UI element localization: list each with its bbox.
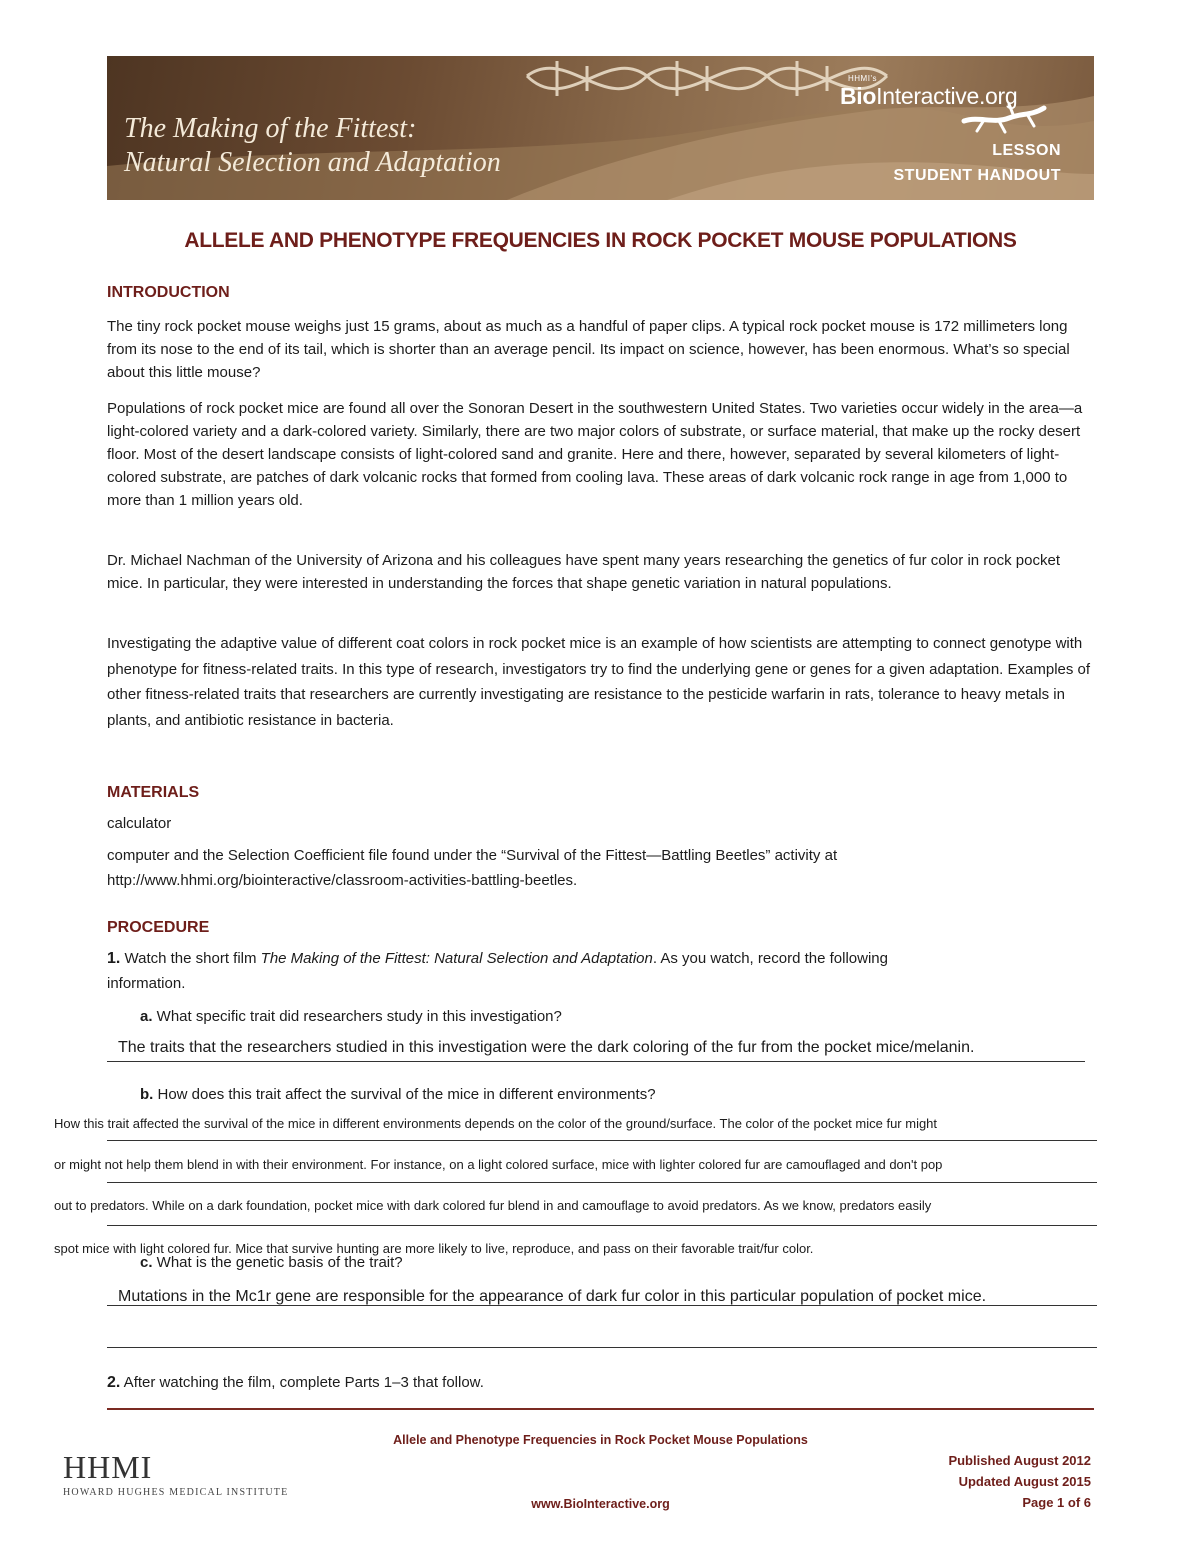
footer-dates [948, 1450, 1091, 1513]
step-1-text-pre: Watch the short film [120, 950, 261, 967]
question-a [140, 1008, 562, 1025]
student-handout-text: STUDENT HANDOUT [893, 167, 1061, 184]
biointeractive-logo [840, 74, 1017, 110]
question-b-label: b. [140, 1086, 154, 1103]
intro-paragraph-4: Investigating the adaptive value of different coat colors in rock pocket mice is an example of how scientists are attempting to connect genotype with phenotype for fitness-related traits. In this type of research, investigators try to find the underlying gene or genes for a given adaptation. Examples of other fitness-related traits that researchers are currently investigating are resistance to the pesticide warfarin in rats, tolerance to heavy metals in plants, and antibiotic resistance in bacteria. [107, 635, 1091, 729]
answer-c-rule-2 [107, 1347, 1097, 1348]
question-b [140, 1086, 656, 1103]
step-1-line2: information. [107, 975, 186, 992]
answer-c-rule-1 [107, 1305, 1097, 1306]
question-b-text: How does this trait affect the survival of the mice in different environments? [153, 1086, 656, 1103]
step-1-text-post: . As you watch, record the following [652, 950, 888, 967]
footer-website-link[interactable]: www.BioInteractive.org [531, 1497, 670, 1511]
lesson-text: LESSON [992, 142, 1061, 159]
step-2-number: 2. [107, 1374, 121, 1391]
banner-title-line2: Natural Selection and Adaptation [124, 147, 501, 178]
question-c-label: c. [140, 1254, 153, 1271]
materials-link[interactable]: http://www.hhmi.org/biointeractive/classroom-activities-battling-beetles. [107, 872, 578, 889]
answer-a-field[interactable]: The traits that the researchers studied in this investigation were the dark coloring of the fur from the pocket mice/melanin. [118, 1039, 975, 1056]
answer-a-rule [107, 1061, 1085, 1062]
footer-page-number: Page 1 of 6 [1022, 1495, 1091, 1510]
intro-paragraph-2: Populations of rock pocket mice are found all over the Sonoran Desert in the southwestern United States. Two varieties occur widely in the area—a light-colored variety and a dark-colored variety. Similarly, there are two major colors of substrate, or surface material, that make up the rocky desert floor. Most of the desert landscape consists of light-colored sand and granite. Here and there, however, separated by several kilometers of light-colored substrate, are patches of dark volcanic rocks that formed from cooling lava. These areas of dark volcanic rock range in age from 1,000 to more than 1 million years old. [107, 400, 1083, 509]
answer-b-line-4[interactable]: spot mice with light colored fur. Mice that survive hunting are more likely to live, reproduce, and pass on their favorable trait/fur color. [54, 1241, 814, 1256]
question-a-label: a. [140, 1008, 153, 1025]
step-1 [107, 950, 888, 968]
footer-document-title: Allele and Phenotype Frequencies in Rock Pocket Mouse Populations [393, 1433, 808, 1447]
hhmi-logo: HHMI [63, 1449, 153, 1485]
document-title: ALLELE AND PHENOTYPE FREQUENCIES IN ROCK POCKET MOUSE POPULATIONS [184, 229, 1017, 252]
answer-b-line-2[interactable]: or might not help them blend in with their environment. For instance, on a light colored surface, mice with lighter colored fur are camouflaged and don't pop [54, 1157, 943, 1172]
banner-title-line1: The Making of the Fittest: [124, 113, 417, 144]
intro-paragraph-1: The tiny rock pocket mouse weighs just 15 grams, about as much as a handful of paper clips. A typical rock pocket mouse is 172 millimeters long from its nose to the end of its tail, which is shorter than an average pencil. Its impact on science, however, has been enormous. What’s so special about this little mouse? [107, 318, 1070, 381]
materials-heading: MATERIALS [107, 784, 200, 801]
step-2-text: After watching the film, complete Parts 1–3 that follow. [120, 1374, 484, 1391]
banner-title [124, 112, 501, 180]
step-1-number: 1. [107, 950, 121, 967]
brand-bio-text: Bio [840, 83, 877, 109]
materials-item-calculator: calculator [107, 815, 172, 832]
step-2 [107, 1374, 484, 1392]
answer-c-field[interactable]: Mutations in the Mc1r gene are responsible for the appearance of dark fur color in this particular population of pocket mice. [118, 1288, 987, 1305]
footer-updated: Updated August 2015 [958, 1474, 1091, 1489]
footer-published: Published August 2012 [948, 1453, 1091, 1468]
introduction-heading: INTRODUCTION [107, 284, 230, 301]
dna-helix-icon [527, 61, 887, 96]
answer-b-line-3[interactable]: out to predators. While on a dark foundation, pocket mice with dark colored fur blend in and camouflage to avoid predators. As we know, predators easily [54, 1198, 932, 1213]
answer-b-rule-1 [107, 1140, 1097, 1141]
question-c [140, 1254, 403, 1271]
brand-rest-text: Interactive.org [876, 83, 1018, 109]
hhmi-full-name: HOWARD HUGHES MEDICAL INSTITUTE [63, 1487, 289, 1498]
intro-paragraph-3: Dr. Michael Nachman of the University of Arizona and his colleagues have spent many years researching the genetics of fur color in rock pocket mice. In particular, they were interested in understanding the forces that shape genetic variation in natural populations. [107, 552, 1060, 592]
step-1-film-title: The Making of the Fittest: Natural Selection and Adaptation [260, 950, 653, 967]
answer-b-line-1[interactable]: How this trait affected the survival of the mice in different environments depends on the color of the ground/surface. The color of the pocket mice fur might [54, 1116, 938, 1131]
answer-b-rule-2 [107, 1182, 1097, 1183]
lesson-label [894, 138, 1062, 188]
procedure-heading: PROCEDURE [107, 919, 210, 936]
footer-divider [107, 1408, 1094, 1410]
question-c-text: What is the genetic basis of the trait? [152, 1254, 403, 1271]
brand-small-text: HHMI's [848, 74, 877, 83]
question-a-text: What specific trait did researchers study in this investigation? [152, 1008, 562, 1025]
answer-b-rule-3 [107, 1225, 1097, 1226]
materials-item-computer: computer and the Selection Coefficient file found under the “Survival of the Fittest—Battling Beetles” activity at [107, 847, 838, 864]
header-banner [107, 56, 1094, 200]
